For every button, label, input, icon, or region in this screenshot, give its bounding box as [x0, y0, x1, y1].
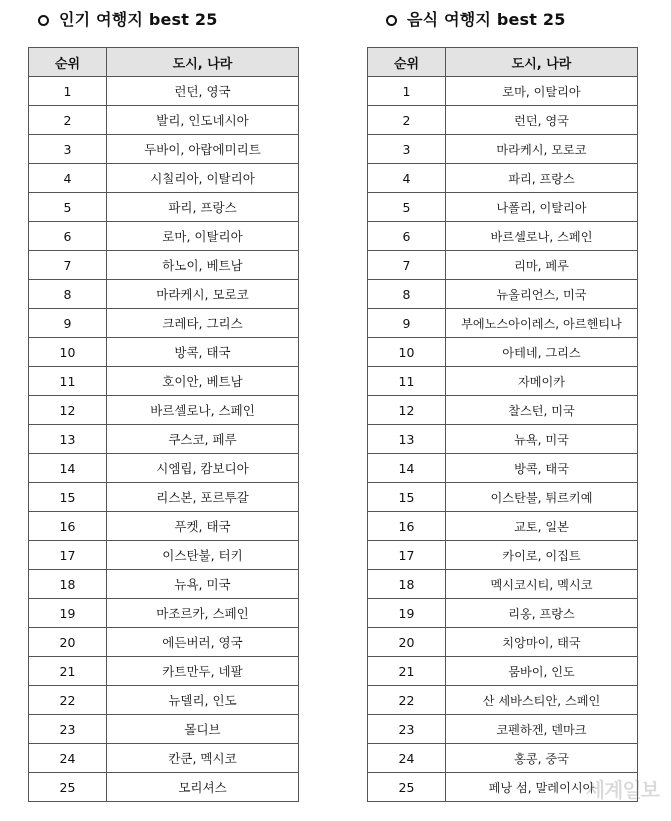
rank-column-header: 순위 — [29, 48, 107, 77]
rank-cell: 17 — [368, 541, 446, 570]
table-row — [29, 338, 299, 367]
city-country-cell: 로마, 이탈리아 — [107, 222, 299, 251]
table-row — [368, 541, 638, 570]
rank-cell: 2 — [368, 106, 446, 135]
city-country-cell: 이스탄불, 튀르키예 — [446, 483, 638, 512]
table-row — [29, 570, 299, 599]
rank-cell: 13 — [29, 425, 107, 454]
table-header-row — [29, 48, 299, 77]
city-country-cell: 부에노스아이레스, 아르헨티나 — [446, 309, 638, 338]
table-row — [29, 280, 299, 309]
city-country-cell: 하노이, 베트남 — [107, 251, 299, 280]
table-row — [368, 715, 638, 744]
table-row — [29, 657, 299, 686]
rank-cell: 6 — [368, 222, 446, 251]
city-country-cell: 두바이, 아랍에미리트 — [107, 135, 299, 164]
rank-cell: 24 — [368, 744, 446, 773]
rank-cell: 4 — [368, 164, 446, 193]
table-row — [29, 77, 299, 106]
table-row — [368, 657, 638, 686]
city-country-cell: 런던, 영국 — [446, 106, 638, 135]
city-country-cell: 카이로, 이집트 — [446, 541, 638, 570]
table-row — [29, 512, 299, 541]
table-row — [368, 686, 638, 715]
table-row — [368, 193, 638, 222]
rank-cell: 13 — [368, 425, 446, 454]
table-row — [368, 773, 638, 802]
food-destinations-table — [367, 47, 638, 802]
rank-cell: 22 — [29, 686, 107, 715]
table-row — [368, 280, 638, 309]
rank-cell: 2 — [29, 106, 107, 135]
city-country-cell: 발리, 인도네시아 — [107, 106, 299, 135]
table-row — [29, 599, 299, 628]
rank-cell: 18 — [368, 570, 446, 599]
table-row — [29, 628, 299, 657]
city-country-cell: 페낭 섬, 말레이시아 — [446, 773, 638, 802]
rank-cell: 20 — [368, 628, 446, 657]
rank-cell: 25 — [368, 773, 446, 802]
rank-cell: 3 — [29, 135, 107, 164]
table-row — [368, 106, 638, 135]
rank-cell: 8 — [368, 280, 446, 309]
table-row — [368, 454, 638, 483]
city-country-cell: 방콕, 태국 — [446, 454, 638, 483]
rank-cell: 8 — [29, 280, 107, 309]
table-header-row — [368, 48, 638, 77]
table-row — [368, 483, 638, 512]
rank-cell: 7 — [368, 251, 446, 280]
rank-cell: 11 — [29, 367, 107, 396]
city-country-cell: 몰디브 — [107, 715, 299, 744]
rank-cell: 23 — [368, 715, 446, 744]
city-country-cell: 이스탄불, 터키 — [107, 541, 299, 570]
rank-cell: 21 — [368, 657, 446, 686]
city-country-cell: 자메이카 — [446, 367, 638, 396]
city-country-cell: 호이안, 베트남 — [107, 367, 299, 396]
rank-cell: 20 — [29, 628, 107, 657]
rank-cell: 4 — [29, 164, 107, 193]
table-row — [368, 135, 638, 164]
rank-cell: 16 — [368, 512, 446, 541]
city-country-cell: 시엠립, 캄보디아 — [107, 454, 299, 483]
table-row — [29, 483, 299, 512]
table-row — [368, 570, 638, 599]
rank-cell: 12 — [29, 396, 107, 425]
rank-cell: 10 — [29, 338, 107, 367]
city-country-cell: 런던, 영국 — [107, 77, 299, 106]
table-row — [29, 106, 299, 135]
table-row — [368, 338, 638, 367]
rank-cell: 15 — [29, 483, 107, 512]
table-row — [368, 396, 638, 425]
city-country-cell: 치앙마이, 태국 — [446, 628, 638, 657]
city-country-cell: 코펜하겐, 덴마크 — [446, 715, 638, 744]
rank-cell: 19 — [29, 599, 107, 628]
city-country-cell: 리옹, 프랑스 — [446, 599, 638, 628]
newspaper-watermark: 세계일보 — [585, 778, 659, 802]
table-row — [29, 425, 299, 454]
table-row — [368, 425, 638, 454]
rank-cell: 18 — [29, 570, 107, 599]
table-row — [29, 396, 299, 425]
city-country-cell: 뉴올리언스, 미국 — [446, 280, 638, 309]
city-country-cell: 나폴리, 이탈리아 — [446, 193, 638, 222]
rank-cell: 1 — [29, 77, 107, 106]
rank-cell: 24 — [29, 744, 107, 773]
city-column-header: 도시, 나라 — [446, 48, 638, 77]
table-row — [29, 193, 299, 222]
city-country-cell: 멕시코시티, 멕시코 — [446, 570, 638, 599]
table-row — [29, 135, 299, 164]
table-row — [29, 454, 299, 483]
rank-cell: 3 — [368, 135, 446, 164]
food-destinations-title: 음식 여행지 best 25 — [407, 10, 566, 29]
city-country-cell: 뉴욕, 미국 — [107, 570, 299, 599]
circle-bullet-icon — [38, 15, 49, 26]
city-country-cell: 교토, 일본 — [446, 512, 638, 541]
city-country-cell: 찰스턴, 미국 — [446, 396, 638, 425]
table-row — [368, 77, 638, 106]
rank-cell: 22 — [368, 686, 446, 715]
city-column-header: 도시, 나라 — [107, 48, 299, 77]
city-country-cell: 파리, 프랑스 — [107, 193, 299, 222]
rank-column-header: 순위 — [368, 48, 446, 77]
city-country-cell: 크레타, 그리스 — [107, 309, 299, 338]
city-country-cell: 산 세바스티안, 스페인 — [446, 686, 638, 715]
city-country-cell: 방콕, 태국 — [107, 338, 299, 367]
city-country-cell: 쿠스코, 페루 — [107, 425, 299, 454]
food-destinations-heading — [386, 8, 566, 32]
city-country-cell: 모리셔스 — [107, 773, 299, 802]
table-row — [368, 628, 638, 657]
city-country-cell: 바르셀로나, 스페인 — [107, 396, 299, 425]
city-country-cell: 마라케시, 모로코 — [107, 280, 299, 309]
city-country-cell: 아테네, 그리스 — [446, 338, 638, 367]
table-row — [29, 715, 299, 744]
table-row — [368, 251, 638, 280]
city-country-cell: 뉴델리, 인도 — [107, 686, 299, 715]
city-country-cell: 바르셀로나, 스페인 — [446, 222, 638, 251]
city-country-cell: 뉴욕, 미국 — [446, 425, 638, 454]
table-row — [368, 309, 638, 338]
rank-cell: 19 — [368, 599, 446, 628]
table-row — [29, 309, 299, 338]
table-row — [29, 164, 299, 193]
circle-bullet-icon — [386, 15, 397, 26]
popular-destinations-heading — [38, 8, 218, 32]
rank-cell: 11 — [368, 367, 446, 396]
table-row — [368, 744, 638, 773]
rank-cell: 23 — [29, 715, 107, 744]
city-country-cell: 카트만두, 네팔 — [107, 657, 299, 686]
table-row — [368, 164, 638, 193]
table-row — [29, 686, 299, 715]
rank-cell: 6 — [29, 222, 107, 251]
city-country-cell: 로마, 이탈리아 — [446, 77, 638, 106]
city-country-cell: 칸쿤, 멕시코 — [107, 744, 299, 773]
city-country-cell: 에든버러, 영국 — [107, 628, 299, 657]
rank-cell: 14 — [29, 454, 107, 483]
rank-cell: 5 — [368, 193, 446, 222]
table-row — [29, 773, 299, 802]
city-country-cell: 마조르카, 스페인 — [107, 599, 299, 628]
city-country-cell: 마라케시, 모로코 — [446, 135, 638, 164]
rank-cell: 5 — [29, 193, 107, 222]
table-row — [368, 367, 638, 396]
table-row — [29, 367, 299, 396]
city-country-cell: 리마, 페루 — [446, 251, 638, 280]
city-country-cell: 뭄바이, 인도 — [446, 657, 638, 686]
city-country-cell: 리스본, 포르투갈 — [107, 483, 299, 512]
rank-cell: 9 — [368, 309, 446, 338]
table-row — [29, 744, 299, 773]
rank-cell: 10 — [368, 338, 446, 367]
city-country-cell: 푸켓, 태국 — [107, 512, 299, 541]
table-row — [368, 512, 638, 541]
rank-cell: 14 — [368, 454, 446, 483]
city-country-cell: 파리, 프랑스 — [446, 164, 638, 193]
table-row — [29, 251, 299, 280]
city-country-cell: 시칠리아, 이탈리아 — [107, 164, 299, 193]
table-row — [368, 222, 638, 251]
popular-destinations-table — [28, 47, 299, 802]
rank-cell: 17 — [29, 541, 107, 570]
table-row — [29, 541, 299, 570]
rank-cell: 9 — [29, 309, 107, 338]
rank-cell: 21 — [29, 657, 107, 686]
rank-cell: 7 — [29, 251, 107, 280]
rank-cell: 1 — [368, 77, 446, 106]
rank-cell: 12 — [368, 396, 446, 425]
city-country-cell: 홍콩, 중국 — [446, 744, 638, 773]
rank-cell: 15 — [368, 483, 446, 512]
table-row — [368, 599, 638, 628]
rank-cell: 16 — [29, 512, 107, 541]
table-row — [29, 222, 299, 251]
rank-cell: 25 — [29, 773, 107, 802]
popular-destinations-title: 인기 여행지 best 25 — [59, 10, 218, 29]
